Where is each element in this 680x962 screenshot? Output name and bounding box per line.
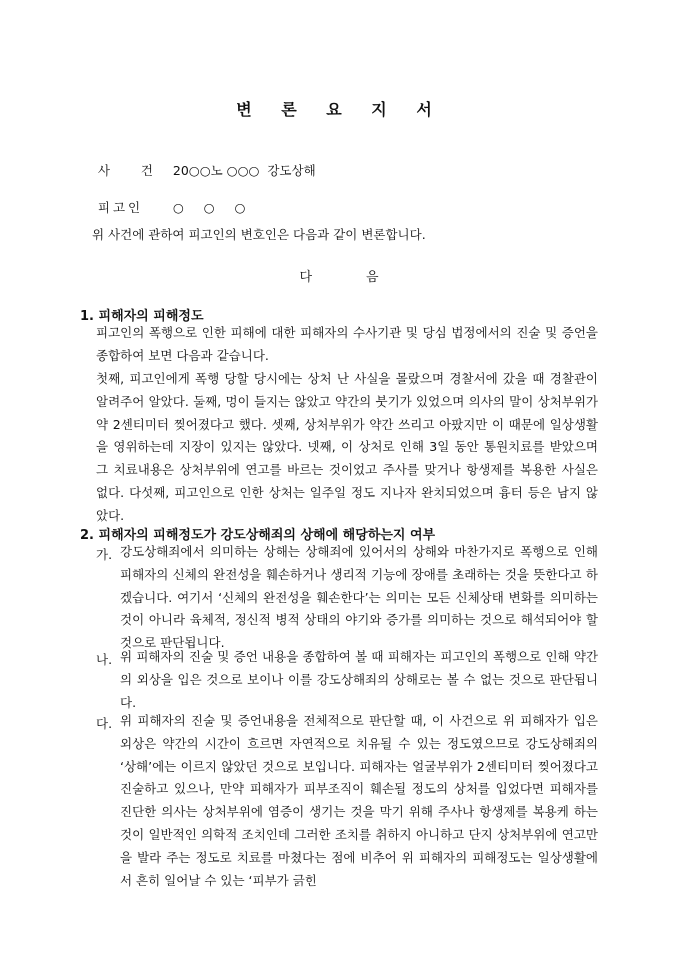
section2-heading: 2. 피해자의 피해정도가 강도상해죄의 상해에 해당하는지 여부: [80, 528, 436, 543]
document-title: 변 론 요 지 서: [236, 100, 444, 119]
item-ga-marker: 가.: [96, 547, 113, 562]
item-na-text: 위 피해자의 진술 및 증언 내용을 종합하여 볼 때 피해자는 피고인의 폭행으로 인해 약간의 외상을 입은 것으로 보이나 이를 강도상해죄의 상해로는 볼 수 없는 것으로 판단됩니다.: [120, 649, 598, 710]
heading-eum: 음: [366, 270, 381, 285]
item-ga-text: 강도상해죄에서 의미하는 상해는 상해죄에 있어서의 상해와 마찬가지로 폭행으로 인해 피해자의 신체의 완전성을 훼손하거나 생리적 기능에 장애를 초래하는 것을 뜻한다고 하겠습니다. 여기서 ‘신체의 완전성을 훼손한다’는 의미는 모든 신체상태 변화를 의미하는 것이 아니라 육체적, 정신적 병적 상태의 야기와 증가를 의미하는 것으로 해석되어야 할 것으로 판단됩니다.: [120, 544, 598, 651]
heading-da-eum: [0, 266, 680, 285]
defendant-row: [82, 183, 245, 231]
intro-statement: 위 사건에 관하여 피고인의 변호인은 다음과 같이 변론합니다.: [92, 227, 426, 242]
defendant-value: ○ ○ ○: [172, 200, 246, 215]
item-na-marker: 나.: [96, 652, 113, 667]
item-da-text: 위 피해자의 진술 및 증언내용을 전체적으로 판단할 때, 이 사건으로 위 피해자가 입은 외상은 약간의 시간이 흐르면 자연적으로 치유될 수 있는 정도였으므로 강도상해죄의 ‘상해’에는 이르지 않았던 것으로 보입니다. 피해자는 얼굴부위가 2센티미터 찢어졌다고 진술하고 있으나, 만약 피해자가 피부조직이 훼손될 정도의 상처를 입었다면 피해자를 진단한 의사는 상처부위에 염증이 생기는 것을 막기 위해 주사나 항생제를 복용케 하는 것이 일반적인 의학적 조치인데 그러한 조치를 취하지 아니하고 단지 상처부위에 연고만을 발라 주는 정도로 치료를 마쳤다는 점에 비추어 위 피해자의 피해정도는 일상생활에서 흔히 일어날 수 있는 ‘피부가 긁힌: [120, 713, 598, 888]
case-value: 20○○노 ○○○ 강도상해: [172, 163, 316, 178]
section1-heading: 1. 피해자의 피해정도: [80, 309, 204, 324]
item-da-marker: 다.: [96, 716, 113, 731]
defendant-label: 피고인: [97, 200, 144, 215]
heading-da: 다: [299, 270, 314, 285]
section1-paragraph-2: 첫째, 피고인에게 폭행 당할 당시에는 상처 난 사실을 몰랐으며 경찰서에 갔을 때 경찰관이 알려주어 알았다. 둘째, 멍이 들지는 않았고 약간의 붓기가 있었으며 의사의 말이 상처부위가 약 2센티미터 찢어졌다고 했다. 셋째, 상처부위가 약간 쓰리고 아팠지만 이 때문에 일상생활을 영위하는데 지장이 있지는 않았다. 넷째, 이 상처로 인해 3일 동안 통원치료를 받았으며 그 치료내용은 상처부위에 연고를 바르는 것이었고 주사를 맞거나 항생제를 복용한 사실은 없다. 다섯째, 피고인으로 인한 상처는 일주일 정도 지나자 완치되었으며 흉터 등은 남지 않았다.: [96, 371, 598, 523]
case-label: 사 건: [97, 163, 156, 178]
section1-paragraph-1: 피고인의 폭행으로 인한 피해에 대한 피해자의 수사기관 및 당심 법정에서의 진술 및 증언을 종합하여 보면 다음과 같습니다.: [96, 325, 598, 363]
